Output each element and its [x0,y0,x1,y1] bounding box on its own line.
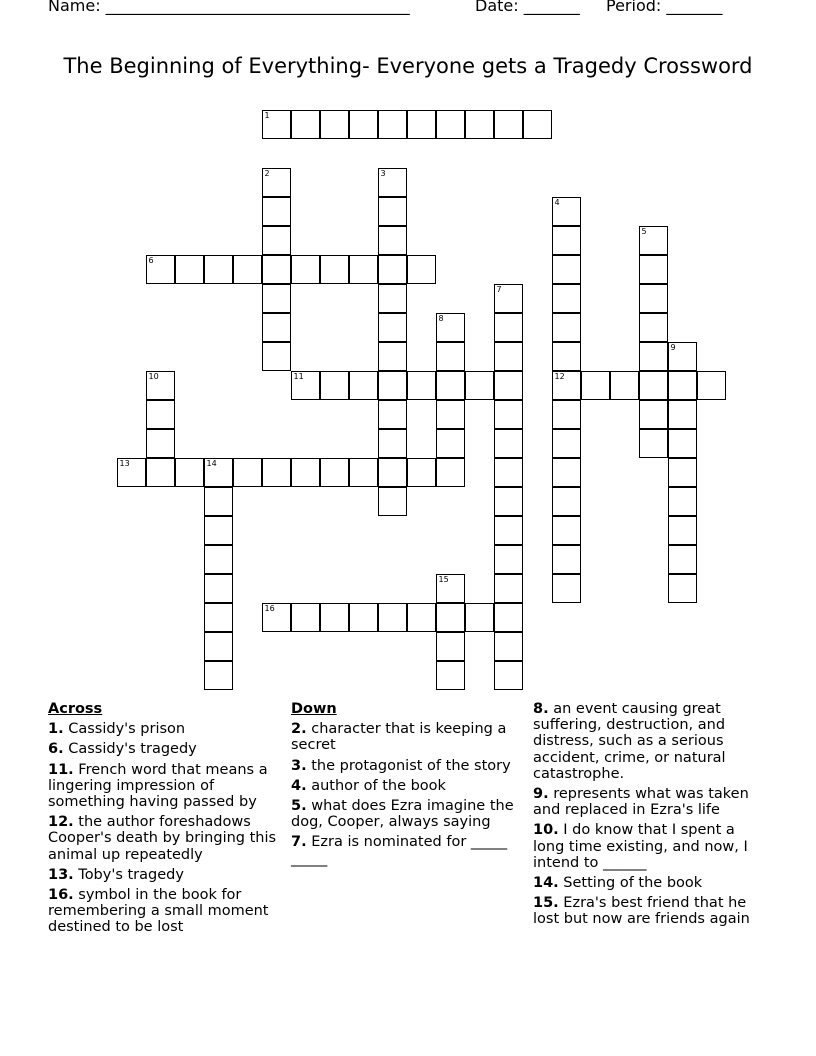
grid-cell[interactable] [378,197,407,226]
clue-item [291,798,527,830]
clue-number: 10 [148,371,159,381]
grid-cell[interactable] [668,487,697,516]
grid-cell[interactable] [552,545,581,574]
grid-cell[interactable] [320,255,349,284]
grid-cell[interactable] [639,342,668,371]
grid-cell[interactable] [552,458,581,487]
clue-number: 9 [670,342,676,352]
grid-cell[interactable] [668,400,697,429]
grid-cell[interactable] [320,110,349,139]
clue-item-number: 10. [533,822,559,839]
grid-cell[interactable] [639,313,668,342]
grid-cell[interactable] [494,400,523,429]
clue-item [291,834,527,866]
grid-cell[interactable] [378,110,407,139]
clue-number: 1 [264,110,270,120]
clue-item-number: 1. [48,721,64,738]
clue-item [48,887,284,936]
grid-cell[interactable] [146,458,175,487]
grid-cell[interactable] [668,429,697,458]
clue-number: 3 [380,168,386,178]
down-heading: Down [291,701,337,717]
grid-cell[interactable] [494,429,523,458]
grid-cell[interactable] [668,371,697,400]
grid-cell[interactable] [668,458,697,487]
clue-item-number: 14. [533,875,559,892]
across-clues-column [48,701,284,940]
clue-item-text: Setting of the book [558,875,703,892]
grid-cell[interactable] [407,371,436,400]
grid-cell[interactable] [407,458,436,487]
grid-cell[interactable] [552,226,581,255]
down-clue-list [291,721,527,867]
grid-cell[interactable] [291,603,320,632]
date-field-label: Date: _______ [475,0,580,15]
grid-cell[interactable] [349,110,378,139]
grid-cell[interactable] [639,429,668,458]
grid-cell[interactable] [378,255,407,284]
grid-cell[interactable] [494,516,523,545]
grid-cell[interactable] [407,255,436,284]
grid-cell[interactable] [436,313,465,342]
grid-cell[interactable] [494,342,523,371]
grid-cell[interactable] [204,603,233,632]
grid-cell[interactable] [378,284,407,313]
grid-cell[interactable] [465,603,494,632]
grid-cell[interactable] [581,371,610,400]
grid-cell[interactable] [117,458,146,487]
down-clue-list-continued [533,701,765,928]
grid-cell[interactable] [436,342,465,371]
grid-cell[interactable] [639,255,668,284]
clue-item-text: Ezra is nominated for _____ _____ [291,834,508,867]
clue-item-text: French word that means a lingering impression of something having passed by [48,761,268,811]
clue-item [48,741,284,757]
grid-cell[interactable] [378,313,407,342]
grid-cell[interactable] [436,574,465,603]
grid-cell[interactable] [262,284,291,313]
clue-item-text: Cassidy's prison [63,721,186,738]
grid-cell[interactable] [378,168,407,197]
grid-cell[interactable] [465,110,494,139]
across-clue-list [48,721,284,935]
clue-number: 16 [264,603,275,613]
grid-cell[interactable] [407,110,436,139]
clue-item-number: 12. [48,814,74,831]
grid-cell[interactable] [291,458,320,487]
grid-cell[interactable] [552,342,581,371]
clue-item [533,895,765,927]
grid-cell[interactable] [378,371,407,400]
grid-cell[interactable] [146,371,175,400]
grid-cell[interactable] [494,574,523,603]
clue-item-text: what does Ezra imagine the dog, Cooper, always saying [291,798,514,831]
clue-number: 14 [206,458,217,468]
grid-cell[interactable] [494,110,523,139]
clue-item-text: author of the book [306,777,446,794]
grid-cell[interactable] [494,603,523,632]
clue-item-number: 8. [533,701,549,717]
grid-cell[interactable] [436,458,465,487]
grid-cell[interactable] [349,371,378,400]
grid-cell[interactable] [204,255,233,284]
clue-item [48,762,284,811]
down-clues-column [291,701,527,871]
clue-number: 2 [264,168,270,178]
grid-cell[interactable] [668,342,697,371]
grid-cell[interactable] [378,400,407,429]
clue-item [291,721,527,753]
grid-cell[interactable] [407,603,436,632]
grid-cell[interactable] [552,313,581,342]
clue-number: 7 [496,284,502,294]
grid-cell[interactable] [436,632,465,661]
clue-item [291,778,527,794]
clue-item [48,721,284,737]
grid-cell[interactable] [349,603,378,632]
grid-cell[interactable] [378,487,407,516]
grid-cell[interactable] [639,400,668,429]
down-clues-column-continued [533,701,765,932]
grid-cell[interactable] [262,168,291,197]
grid-cell[interactable] [233,458,262,487]
clue-item-number: 6. [48,741,64,758]
clue-number: 4 [554,197,560,207]
clue-number: 12 [554,371,565,381]
across-heading: Across [48,701,103,717]
clue-item-number: 5. [291,798,307,815]
grid-cell[interactable] [552,255,581,284]
grid-cell[interactable] [494,661,523,690]
grid-cell[interactable] [146,400,175,429]
clue-item [48,814,284,863]
clue-item-text: the author foreshadows Cooper's death by bringing this animal up repeatedly [48,814,277,863]
grid-cell[interactable] [262,458,291,487]
name-field-label: Name: ______________________________________ [48,0,410,15]
clue-item-number: 7. [291,834,307,851]
grid-cell[interactable] [552,429,581,458]
grid-cell[interactable] [494,313,523,342]
grid-cell[interactable] [436,603,465,632]
grid-cell[interactable] [494,458,523,487]
grid-cell[interactable] [552,516,581,545]
clue-item-text: character that is keeping a secret [291,721,507,754]
clue-number: 11 [293,371,304,381]
grid-cell[interactable] [175,255,204,284]
clue-item-text: an event causing great suffering, destruction, and distress, such as a serious accident, crime, or natural catastrophe. [533,701,726,782]
grid-cell[interactable] [262,342,291,371]
clue-item-number: 15. [533,895,559,912]
grid-cell[interactable] [668,574,697,603]
clue-item-number: 2. [291,721,307,738]
grid-cell[interactable] [233,255,262,284]
grid-cell[interactable] [639,371,668,400]
grid-cell[interactable] [552,284,581,313]
clue-item-number: 9. [533,786,549,803]
grid-cell[interactable] [494,284,523,313]
grid-cell[interactable] [146,255,175,284]
grid-cell[interactable] [146,429,175,458]
clue-item [533,701,765,782]
grid-cell[interactable] [291,110,320,139]
grid-cell[interactable] [262,226,291,255]
grid-cell[interactable] [291,255,320,284]
clue-item-number: 16. [48,887,74,904]
grid-cell[interactable] [552,371,581,400]
grid-cell[interactable] [494,632,523,661]
grid-cell[interactable] [378,226,407,255]
clue-number: 15 [438,574,449,584]
clue-item-number: 4. [291,777,307,794]
grid-cell[interactable] [552,487,581,516]
grid-cell[interactable] [436,371,465,400]
clue-number: 13 [119,458,130,468]
clue-number: 8 [438,313,444,323]
grid-cell[interactable] [204,487,233,516]
grid-cell[interactable] [639,284,668,313]
clue-number: 5 [641,226,647,236]
grid-cell[interactable] [668,545,697,574]
clue-item [533,875,765,891]
clue-item-text: Toby's tragedy [73,866,184,883]
clue-item-text: I do know that I spent a long time existing, and now, I intend to ______ [533,822,748,871]
grid-cell[interactable] [639,226,668,255]
grid-cell[interactable] [175,458,204,487]
grid-cell[interactable] [320,371,349,400]
grid-cell[interactable] [204,516,233,545]
grid-cell[interactable] [436,429,465,458]
grid-cell[interactable] [494,487,523,516]
grid-cell[interactable] [204,632,233,661]
clue-item-number: 13. [48,866,74,883]
grid-cell[interactable] [204,458,233,487]
clue-item [533,822,765,871]
grid-cell[interactable] [262,197,291,226]
grid-cell[interactable] [552,197,581,226]
clue-item [48,867,284,883]
grid-cell[interactable] [262,603,291,632]
clue-item-number: 11. [48,761,74,778]
grid-cell[interactable] [262,110,291,139]
grid-cell[interactable] [204,545,233,574]
grid-cell[interactable] [349,255,378,284]
grid-cell[interactable] [436,400,465,429]
grid-cell[interactable] [378,458,407,487]
grid-cell[interactable] [378,342,407,371]
grid-cell[interactable] [436,661,465,690]
clue-number: 6 [148,255,154,265]
clue-item-text: represents what was taken and replaced in Ezra's life [533,786,749,819]
clue-item-text: the protagonist of the story [306,757,511,774]
grid-cell[interactable] [523,110,552,139]
grid-cell[interactable] [349,458,378,487]
grid-cell[interactable] [320,603,349,632]
clue-item [533,786,765,818]
grid-cell[interactable] [262,313,291,342]
grid-cell[interactable] [320,458,349,487]
grid-cell[interactable] [378,429,407,458]
grid-cell[interactable] [552,574,581,603]
grid-cell[interactable] [204,574,233,603]
grid-cell[interactable] [552,400,581,429]
grid-cell[interactable] [465,371,494,400]
clue-item-number: 3. [291,757,307,774]
grid-cell[interactable] [494,545,523,574]
period-field-label: Period: _______ [606,0,723,15]
grid-cell[interactable] [378,603,407,632]
grid-cell[interactable] [291,371,320,400]
grid-cell[interactable] [204,661,233,690]
clue-item-text: Cassidy's tragedy [63,741,197,758]
grid-cell[interactable] [668,516,697,545]
page-title: The Beginning of Everything- Everyone gets a Tragedy Crossword [63,54,753,78]
grid-cell[interactable] [610,371,639,400]
clue-item-text: symbol in the book for remembering a small moment destined to be lost [48,887,269,936]
grid-cell[interactable] [697,371,726,400]
grid-cell[interactable] [494,371,523,400]
clue-item [291,758,527,774]
clue-item-text: Ezra's best friend that he lost but now are friends again [533,895,750,928]
grid-cell[interactable] [262,255,291,284]
grid-cell[interactable] [436,110,465,139]
